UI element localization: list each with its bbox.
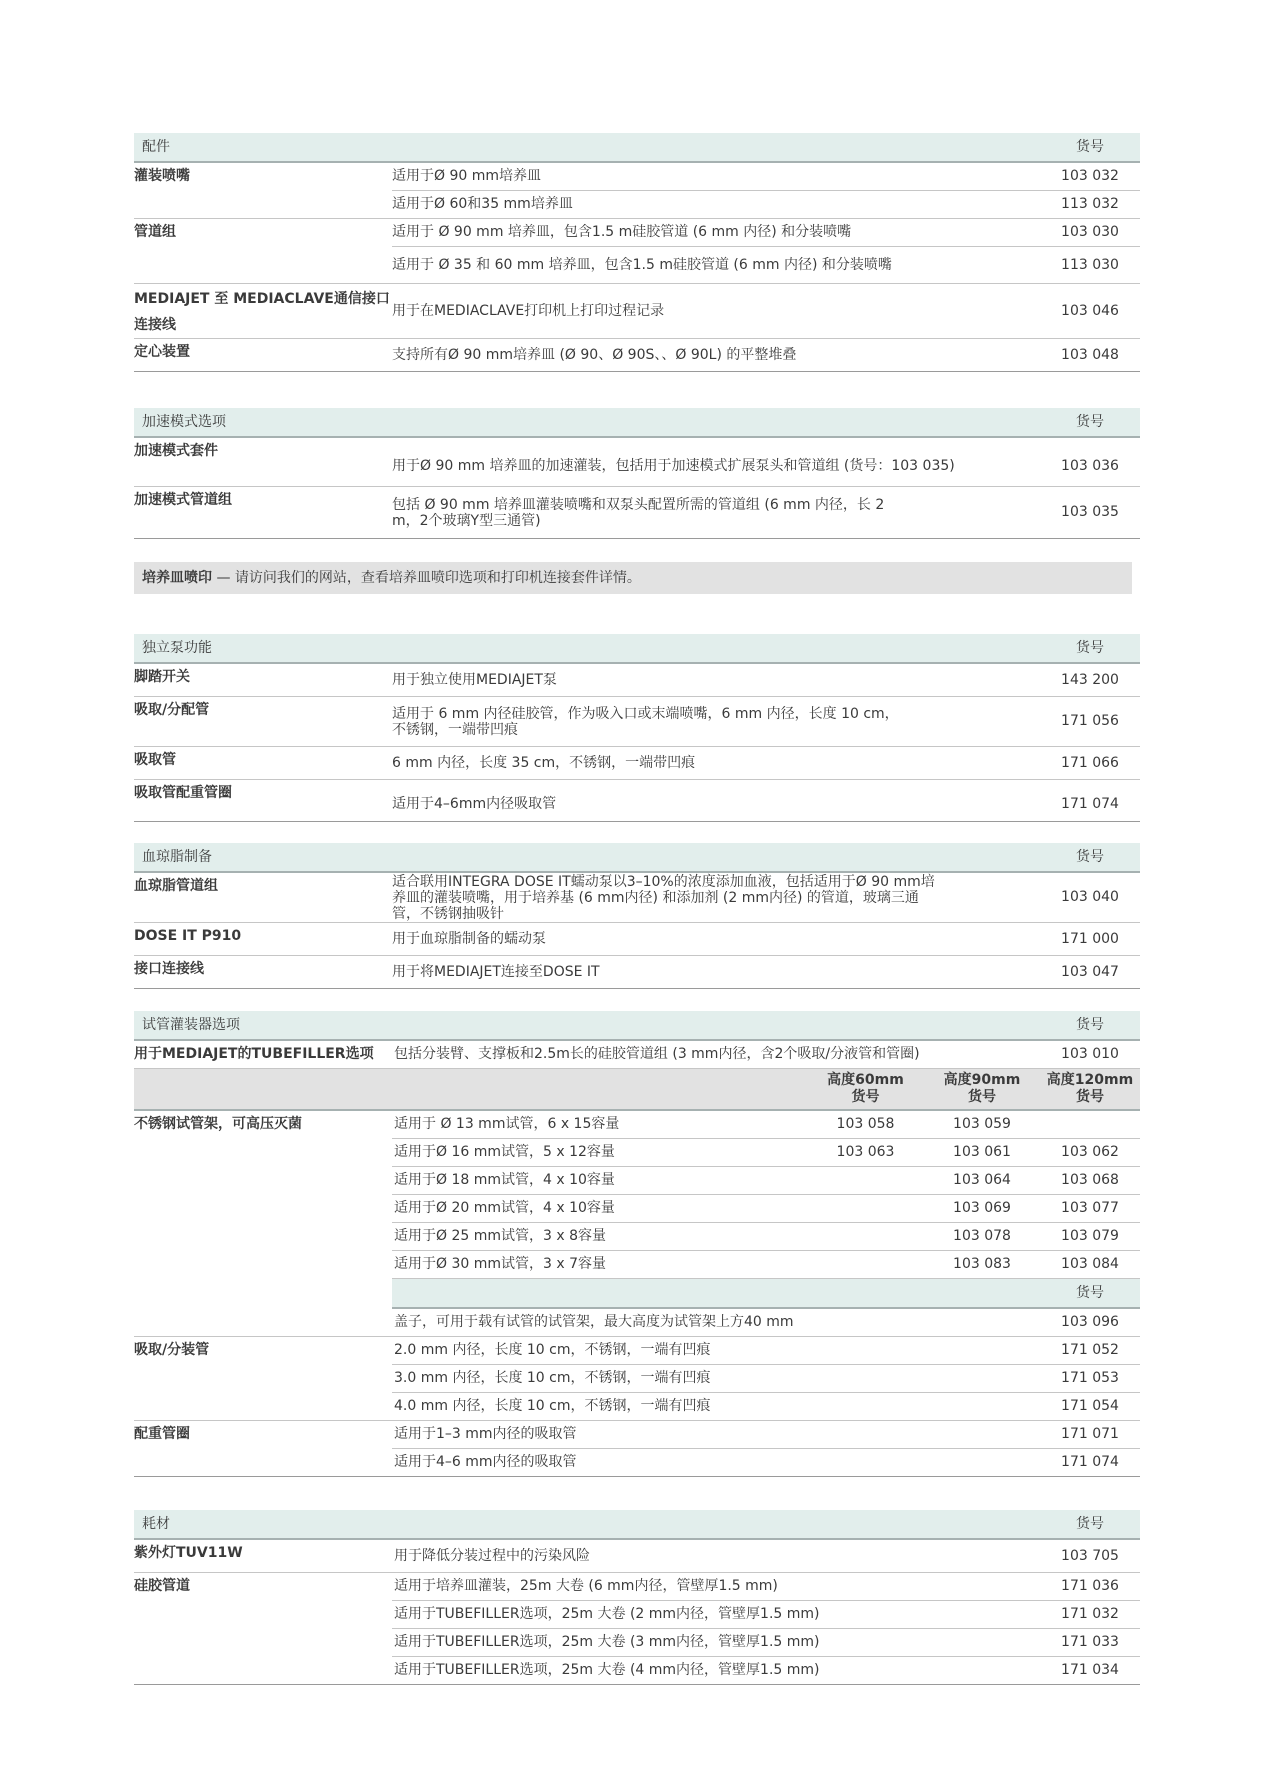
- product-name: 管道组: [134, 219, 392, 284]
- product-name: DOSE IT P910: [134, 923, 392, 956]
- info-note: [134, 562, 1132, 594]
- product-description: 适用于Ø 30 mm试管，3 x 7容量: [392, 1251, 807, 1279]
- section-title: 耗材: [134, 1510, 1040, 1539]
- product-name: 用于MEDIAJET的TUBEFILLER选项: [134, 1040, 392, 1069]
- code-h60: [807, 1167, 924, 1195]
- code-h120: 103 062: [1040, 1139, 1140, 1167]
- product-description: 适用于 Ø 13 mm试管，6 x 15容量: [392, 1110, 807, 1139]
- code-h60: 103 058: [807, 1110, 924, 1139]
- note-text: — 请访问我们的网站，查看培养皿喷印选项和打印机连接套件详情。: [212, 570, 641, 586]
- table-row: [134, 1337, 1140, 1365]
- product-description: 适用于4–6 mm内径的吸取管: [392, 1449, 1040, 1477]
- product-code: 171 056: [1040, 697, 1140, 747]
- consumables-table: [134, 1510, 1140, 1685]
- product-description: 适用于TUBEFILLER选项，25m 大卷 (3 mm内径，管壁厚1.5 mm): [392, 1629, 1040, 1657]
- note-title: 培养皿喷印: [142, 570, 212, 586]
- table-row: [134, 956, 1140, 989]
- product-name: 血琼脂管道组: [134, 872, 392, 923]
- tubefiller-section: [134, 1011, 1140, 1477]
- product-name: MEDIAJET 至 MEDIACLAVE通信接口连接线: [134, 284, 392, 339]
- product-description: 适用于TUBEFILLER选项，25m 大卷 (2 mm内径，管壁厚1.5 mm): [392, 1601, 1040, 1629]
- product-name: 不锈钢试管架，可高压灭菌: [134, 1110, 392, 1337]
- table-row: [134, 1573, 1140, 1601]
- code-h120: 103 084: [1040, 1251, 1140, 1279]
- table-header: [134, 1011, 1140, 1040]
- code-h90: 103 064: [924, 1167, 1040, 1195]
- code-h120: 103 068: [1040, 1167, 1140, 1195]
- section-title: 配件: [134, 133, 1040, 162]
- code-h90: 103 078: [924, 1223, 1040, 1251]
- tubefiller-table: [134, 1011, 1140, 1477]
- code-h90: 103 059: [924, 1110, 1040, 1139]
- table-header: [134, 133, 1140, 162]
- product-code: 103 032: [1040, 162, 1140, 191]
- product-description: 支持所有Ø 90 mm培养皿 (Ø 90、Ø 90S、、Ø 90L) 的平整堆叠: [392, 339, 1040, 372]
- column-header-code: 货号: [1040, 1510, 1140, 1539]
- product-name: 配重管圈: [134, 1421, 392, 1477]
- blood-agar-table: [134, 843, 1140, 989]
- product-description: 适用于1–3 mm内径的吸取管: [392, 1421, 1040, 1449]
- product-name: 加速模式管道组: [134, 487, 392, 539]
- table-header: [134, 408, 1140, 437]
- table-row: [134, 780, 1140, 822]
- product-name: 脚踏开关: [134, 663, 392, 697]
- product-code: 171 034: [1040, 1657, 1140, 1685]
- product-description: 6 mm 内径，长度 35 cm，不锈钢，一端带凹痕: [392, 747, 1040, 780]
- table-header: [134, 634, 1140, 663]
- blood-agar-section: [134, 843, 1140, 989]
- product-description: 适用于TUBEFILLER选项，25m 大卷 (4 mm内径，管壁厚1.5 mm): [392, 1657, 1040, 1685]
- table-row: [134, 923, 1140, 956]
- column-header-code: 货号: [1040, 408, 1140, 437]
- product-code: 143 200: [1040, 663, 1140, 697]
- table-row: [134, 697, 1140, 747]
- consumables-section: [134, 1510, 1140, 1685]
- product-code: 171 032: [1040, 1601, 1140, 1629]
- product-description: 包括 Ø 90 mm 培养皿灌装喷嘴和双泵头配置所需的管道组 (6 mm 内径，长 2 m，2个玻璃Y型三通管): [392, 487, 1040, 539]
- code-h120: 103 077: [1040, 1195, 1140, 1223]
- product-description: 适用于Ø 20 mm试管，4 x 10容量: [392, 1195, 807, 1223]
- pump-table: [134, 634, 1140, 822]
- section-title: 加速模式选项: [134, 408, 1040, 437]
- table-row: [134, 1539, 1140, 1573]
- product-description: 用于血琼脂制备的蠕动泵: [392, 923, 1040, 956]
- product-name: 吸取/分装管: [134, 1337, 392, 1421]
- boost-section: [134, 408, 1140, 539]
- product-code: 171 033: [1040, 1629, 1140, 1657]
- product-description: 适用于4–6mm内径吸取管: [392, 780, 1040, 822]
- product-description: 适用于 Ø 90 mm 培养皿，包含1.5 m硅胶管道 (6 mm 内径) 和分装喷嘴: [392, 219, 1040, 247]
- section-title: 试管灌装器选项: [134, 1011, 1040, 1040]
- accessories-table: [134, 133, 1140, 372]
- product-code: 171 074: [1040, 1449, 1140, 1477]
- product-code: 171 054: [1040, 1393, 1140, 1421]
- product-description: 适用于 Ø 35 和 60 mm 培养皿，包含1.5 m硅胶管道 (6 mm 内径) 和分装喷嘴: [392, 247, 1040, 284]
- product-name: 吸取管: [134, 747, 392, 780]
- product-name: 紫外灯TUV11W: [134, 1539, 392, 1573]
- product-code: 103 035: [1040, 487, 1140, 539]
- product-name: 灌装喷嘴: [134, 162, 392, 219]
- product-code: 103 096: [1040, 1308, 1140, 1337]
- product-name: 硅胶管道: [134, 1573, 392, 1685]
- product-code: 171 052: [1040, 1337, 1140, 1365]
- accessories-section: [134, 133, 1140, 372]
- table-row: [134, 872, 1140, 923]
- product-code: 103 040: [1040, 872, 1140, 923]
- table-row: [134, 747, 1140, 780]
- product-description: 用于在MEDIACLAVE打印机上打印过程记录: [392, 284, 1040, 339]
- column-header-code: 货号: [1040, 133, 1140, 162]
- column-header-code: 货号: [1040, 843, 1140, 872]
- code-h60: [807, 1223, 924, 1251]
- pump-section: [134, 634, 1140, 822]
- product-description: 适用于 6 mm 内径硅胶管，作为吸入口或末端喷嘴，6 mm 内径，长度 10 cm，不锈钢，一端带凹痕: [392, 697, 1040, 747]
- product-code: 171 053: [1040, 1365, 1140, 1393]
- table-row: [134, 1040, 1140, 1069]
- product-name: 吸取管配重管圈: [134, 780, 392, 822]
- column-header-h90: 高度90mm 货号: [924, 1069, 1040, 1111]
- product-description: 3.0 mm 内径，长度 10 cm，不锈钢，一端有凹痕: [392, 1365, 1040, 1393]
- column-header-h60: 高度60mm 货号: [807, 1069, 924, 1111]
- product-code: 103 705: [1040, 1539, 1140, 1573]
- table-row: [134, 1421, 1140, 1449]
- product-description: 4.0 mm 内径，长度 10 cm，不锈钢，一端有凹痕: [392, 1393, 1040, 1421]
- table-row: [134, 339, 1140, 372]
- code-h120: 103 079: [1040, 1223, 1140, 1251]
- product-code: 103 036: [1040, 437, 1140, 487]
- product-description: 适用于Ø 18 mm试管，4 x 10容量: [392, 1167, 807, 1195]
- product-name: 吸取/分配管: [134, 697, 392, 747]
- product-description: 用于Ø 90 mm 培养皿的加速灌装，包括用于加速模式扩展泵头和管道组 (货号：103 035): [392, 437, 1040, 487]
- boost-table: [134, 408, 1140, 539]
- product-description: 2.0 mm 内径，长度 10 cm，不锈钢，一端有凹痕: [392, 1337, 1040, 1365]
- code-h90: 103 061: [924, 1139, 1040, 1167]
- product-code: 103 046: [1040, 284, 1140, 339]
- product-description: 包括分装臂、支撑板和2.5m长的硅胶管道组 (3 mm内径，含2个吸取/分液管和管圈): [392, 1040, 1040, 1069]
- code-h60: [807, 1251, 924, 1279]
- product-description: 盖子，可用于载有试管的试管架，最大高度为试管架上方40 mm: [392, 1308, 1040, 1337]
- code-h120: [1040, 1110, 1140, 1139]
- product-code: 171 000: [1040, 923, 1140, 956]
- product-description: 适用于Ø 60和35 mm培养皿: [392, 191, 1040, 219]
- code-h60: [807, 1195, 924, 1223]
- table-row: [134, 162, 1140, 191]
- product-description: 适用于培养皿灌装，25m 大卷 (6 mm内径，管壁厚1.5 mm): [392, 1573, 1040, 1601]
- column-header-h120: 高度120mm 货号: [1040, 1069, 1140, 1111]
- product-code: 113 032: [1040, 191, 1140, 219]
- product-description: 适用于Ø 16 mm试管，5 x 12容量: [392, 1139, 807, 1167]
- column-header-code: 货号: [1040, 1279, 1140, 1309]
- product-code: 113 030: [1040, 247, 1140, 284]
- table-row: [134, 487, 1140, 539]
- column-header-code: 货号: [1040, 634, 1140, 663]
- height-subheader: [134, 1069, 1140, 1111]
- product-description: 用于将MEDIAJET连接至DOSE IT: [392, 956, 1040, 989]
- table-header: [134, 1510, 1140, 1539]
- product-description: 用于降低分装过程中的污染风险: [392, 1539, 1040, 1573]
- product-code: 103 047: [1040, 956, 1140, 989]
- product-description: 用于独立使用MEDIAJET泵: [392, 663, 1040, 697]
- product-name: 定心装置: [134, 339, 392, 372]
- product-code: 103 010: [1040, 1040, 1140, 1069]
- product-description: 适合联用INTEGRA DOSE IT蠕动泵以3–10%的浓度添加血液，包括适用于Ø 90 mm培养皿的灌装喷嘴，用于培养基 (6 mm内径) 和添加剂 (2 mm内径) 的管道，玻璃三通管，不锈钢抽吸针: [392, 872, 1040, 923]
- table-row: [134, 284, 1140, 339]
- product-name: 加速模式套件: [134, 437, 392, 487]
- table-row: [134, 437, 1140, 487]
- product-description: 适用于Ø 90 mm培养皿: [392, 162, 1040, 191]
- table-row: [134, 219, 1140, 247]
- table-header: [134, 843, 1140, 872]
- product-description: 适用于Ø 25 mm试管，3 x 8容量: [392, 1223, 807, 1251]
- product-code: 171 066: [1040, 747, 1140, 780]
- product-code: 171 074: [1040, 780, 1140, 822]
- section-title: 独立泵功能: [134, 634, 1040, 663]
- product-code: 103 048: [1040, 339, 1140, 372]
- table-row: [134, 663, 1140, 697]
- code-h60: 103 063: [807, 1139, 924, 1167]
- table-row: [134, 1110, 1140, 1139]
- product-code: 103 030: [1040, 219, 1140, 247]
- code-h90: 103 069: [924, 1195, 1040, 1223]
- column-header-code: 货号: [1040, 1011, 1140, 1040]
- product-code: 171 071: [1040, 1421, 1140, 1449]
- section-title: 血琼脂制备: [134, 843, 1040, 872]
- product-code: 171 036: [1040, 1573, 1140, 1601]
- code-h90: 103 083: [924, 1251, 1040, 1279]
- product-name: 接口连接线: [134, 956, 392, 989]
